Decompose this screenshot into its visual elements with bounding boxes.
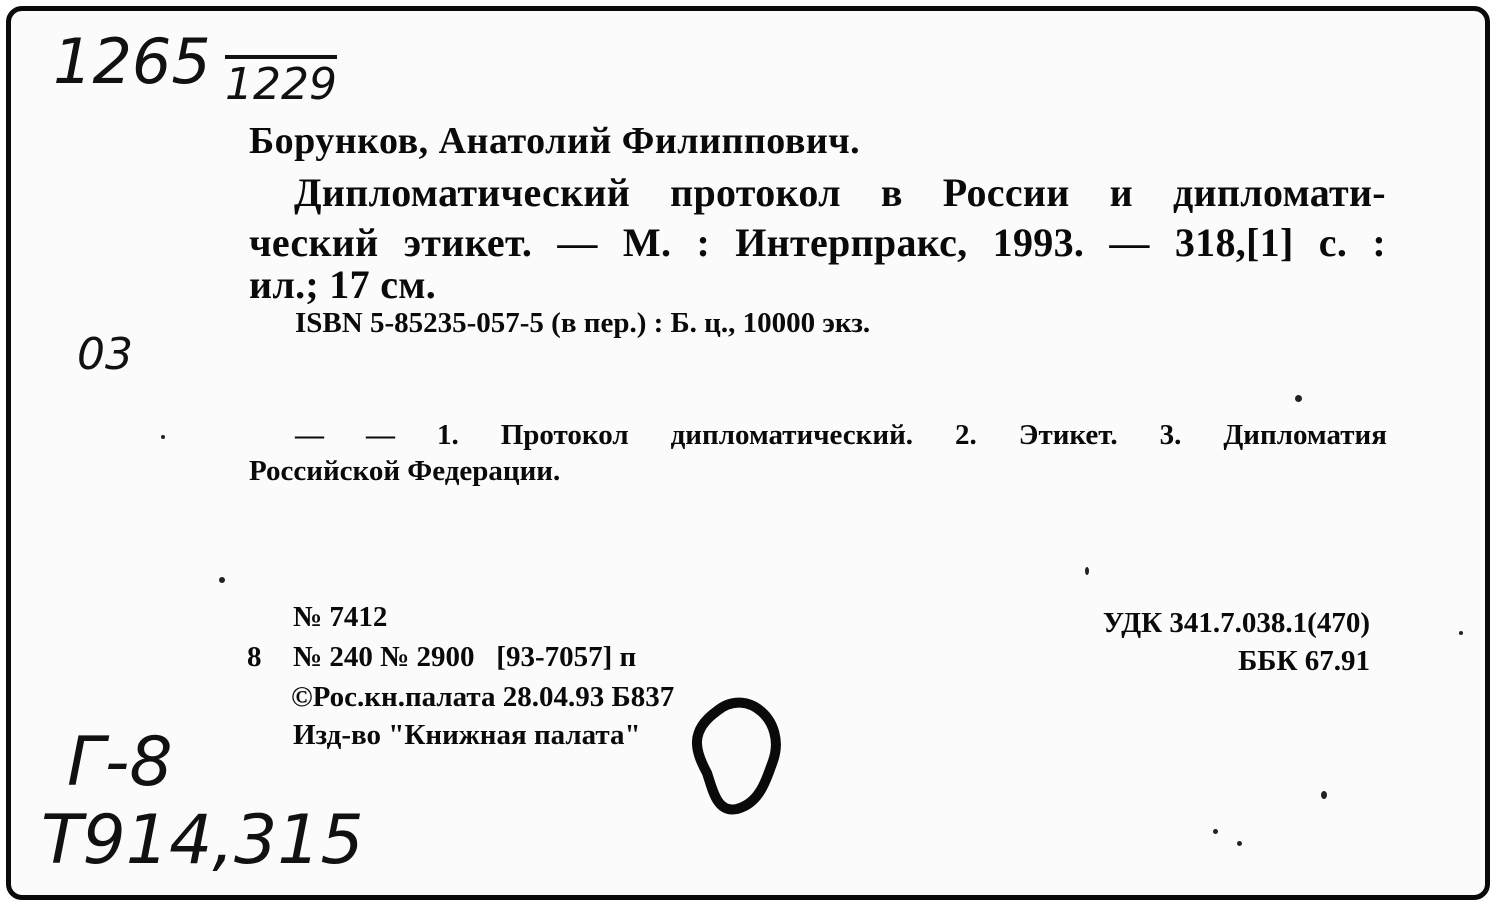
- title-line-1: [294, 169, 1386, 216]
- imprint-digit: 8: [247, 641, 262, 673]
- subject-word: —: [295, 419, 324, 451]
- title-word: Интерпракс,: [735, 220, 968, 265]
- speck: [1295, 395, 1302, 402]
- speck: [219, 577, 225, 583]
- shelf-mark-2: Т914,315: [41, 801, 364, 880]
- subjects-line-2: Российской Федерации.: [249, 455, 561, 487]
- subject-word: Этикет.: [1018, 419, 1118, 451]
- udk-code: УДК 341.7.038.1(470): [1102, 607, 1370, 639]
- title-word: дипломати-: [1172, 170, 1386, 215]
- title-word: с.: [1318, 220, 1348, 265]
- title-word: и: [1109, 170, 1133, 215]
- publisher-line: Изд-во "Книжная палата": [293, 719, 641, 751]
- code-left: 03: [77, 329, 133, 380]
- inventory-number: 1265: [53, 25, 211, 98]
- title-word: 1993.: [992, 220, 1085, 265]
- title-word: России: [942, 170, 1070, 215]
- subjects-line-1: [295, 419, 1387, 452]
- bbk-code: ББК 67.91: [1238, 645, 1370, 677]
- speck: [1321, 791, 1327, 799]
- catalog-card: [6, 6, 1490, 900]
- subject-word: Дипломатия: [1223, 419, 1387, 451]
- subject-word: 1.: [437, 419, 459, 451]
- subject-word: дипломатический.: [670, 419, 914, 451]
- isbn-line: ISBN 5-85235-057-5 (в пер.) : Б. ц., 10000 экз.: [295, 307, 871, 339]
- imprint-number-1: № 7412: [293, 601, 388, 633]
- title-word: :: [1372, 220, 1386, 265]
- speck: [1237, 841, 1242, 846]
- title-word: М.: [622, 220, 672, 265]
- imprint-number-2: № 240 № 2900 [93-7057] п: [293, 641, 637, 673]
- title-word: протокол: [670, 170, 841, 215]
- title-word: в: [880, 170, 903, 215]
- speck: [1459, 631, 1463, 635]
- title-word: ческий: [249, 220, 379, 265]
- author-heading: Борунков, Анатолий Филиппович.: [249, 120, 861, 162]
- shelf-mark-1: Г-8: [67, 723, 173, 802]
- subject-word: 2.: [955, 419, 977, 451]
- copyright-line: ©Рос.кн.палата 28.04.93 Б837: [291, 681, 675, 713]
- title-line-2: [249, 219, 1386, 266]
- title-line-3: ил.; 17 см.: [249, 262, 437, 307]
- title-word: :: [696, 220, 711, 265]
- subject-word: Протокол: [500, 419, 629, 451]
- speck: [1213, 829, 1218, 834]
- title-word: —: [557, 220, 598, 265]
- stamp-mark: [687, 691, 787, 831]
- title-word: Дипломатический: [294, 170, 631, 215]
- speck: [161, 435, 165, 439]
- subject-word: 3.: [1159, 419, 1182, 451]
- subject-word: —: [366, 419, 395, 451]
- title-word: этикет.: [403, 220, 533, 265]
- speck: [1085, 567, 1089, 575]
- title-word: —: [1109, 220, 1150, 265]
- title-word: 318,[1]: [1174, 220, 1294, 265]
- inventory-sub: 1229: [225, 59, 337, 110]
